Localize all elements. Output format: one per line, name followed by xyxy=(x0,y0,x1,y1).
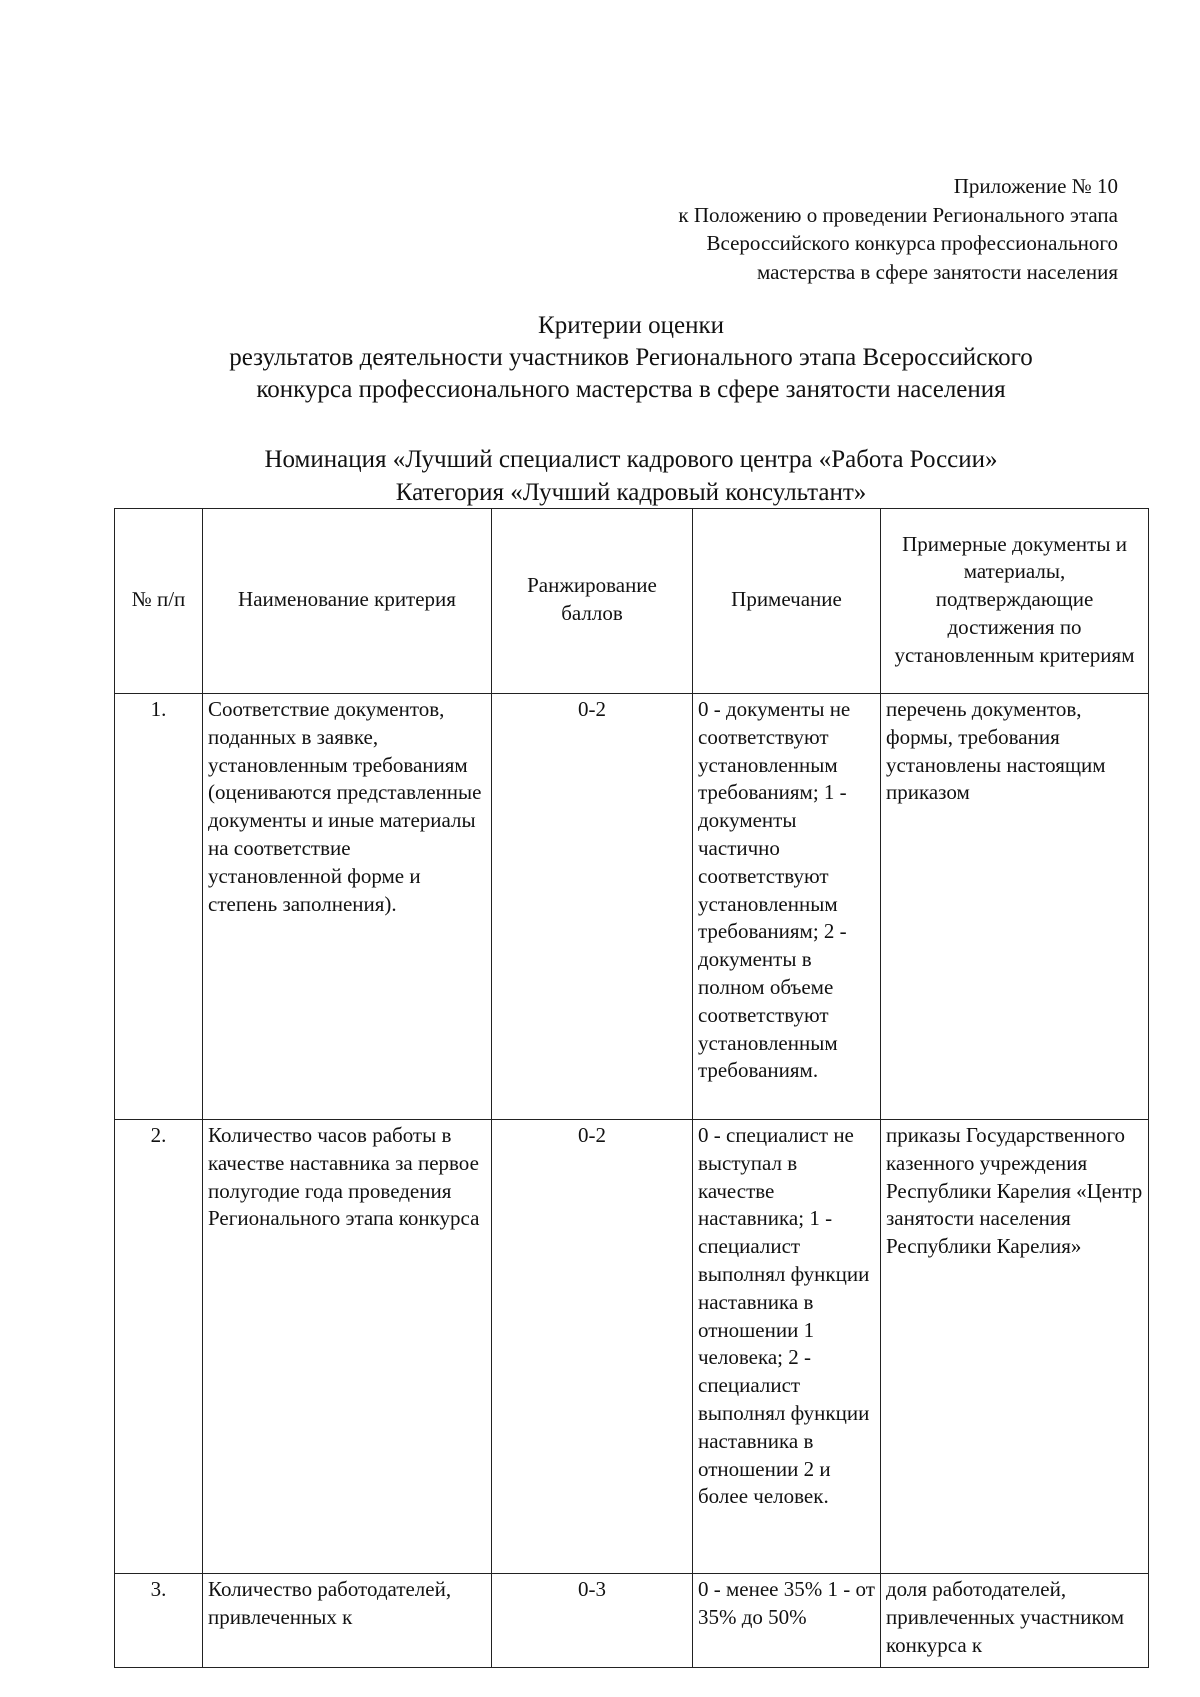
table-row xyxy=(115,1120,1149,1574)
nomination-line: Номинация «Лучший специалист кадрового центра «Работа России» xyxy=(264,446,998,473)
row-note: 0 - документы не соответствуют установленным требованиям; 1 - документы частично соответствуют установленным требованиям; 2 - документы в полном объеме соответствуют установленным требованиям. xyxy=(693,694,881,1120)
row-num: 1. xyxy=(115,694,203,1120)
title-line: конкурса профессионального мастерства в сфере занятости населения xyxy=(256,376,1006,403)
table-row xyxy=(115,694,1149,1120)
row-note: 0 - специалист не выступал в качестве наставника; 1 - специалист выполнял функции наставника в отношении 1 человека; 2 - специалист выполнял функции наставника в отношении 2 и более человек. xyxy=(693,1120,881,1574)
annex-header xyxy=(678,172,1118,286)
criteria-table xyxy=(114,508,1149,1668)
row-docs: доля работодателей, привлеченных участником конкурса к xyxy=(881,1574,1149,1668)
category-line: Категория «Лучший кадровый консультант» xyxy=(395,479,867,506)
header-docs: Примерные документы и материалы, подтверждающие достижения по установленным критериям xyxy=(881,509,1149,694)
title-line: результатов деятельности участников Регионального этапа Всероссийского xyxy=(229,344,1033,371)
header-note: Примечание xyxy=(693,509,881,694)
nomination-block xyxy=(0,443,1200,509)
row-num: 3. xyxy=(115,1574,203,1668)
row-docs: перечень документов, формы, требования установлены настоящим приказом xyxy=(881,694,1149,1120)
row-criterion: Количество работодателей, привлеченных к xyxy=(203,1574,492,1668)
header-num: № п/п xyxy=(115,509,203,694)
title-line: Критерии оценки xyxy=(538,312,724,339)
row-score: 0-2 xyxy=(492,694,693,1120)
row-score: 0-2 xyxy=(492,1120,693,1574)
annex-reference-line: Всероссийского конкурса профессионального xyxy=(706,231,1118,255)
row-num: 2. xyxy=(115,1120,203,1574)
table-header-row xyxy=(115,509,1149,694)
annex-reference-line: мастерства в сфере занятости населения xyxy=(756,259,1118,284)
header-criterion: Наименование критерия xyxy=(203,509,492,694)
header-score: Ранжирование баллов xyxy=(492,509,693,694)
row-criterion: Количество часов работы в качестве наставника за первое полугодие года проведения Регионального этапа конкурса xyxy=(203,1120,492,1574)
row-score: 0-3 xyxy=(492,1574,693,1668)
row-docs: приказы Государственного казенного учреждения Республики Карелия «Центр занятости населения Республики Карелия» xyxy=(881,1120,1149,1574)
annex-reference-line: к Положению о проведении Регионального этапа xyxy=(678,202,1118,227)
row-note: 0 - менее 35% 1 - от 35% до 50% xyxy=(693,1574,881,1668)
row-criterion: Соответствие документов, поданных в заявке, установленным требованиям (оцениваются представленные документы и иные материалы на соответствие установленной форме и степень заполнения). xyxy=(203,694,492,1120)
document-title xyxy=(0,310,1200,406)
annex-number: Приложение № 10 xyxy=(953,174,1118,198)
table-row xyxy=(115,1574,1149,1668)
